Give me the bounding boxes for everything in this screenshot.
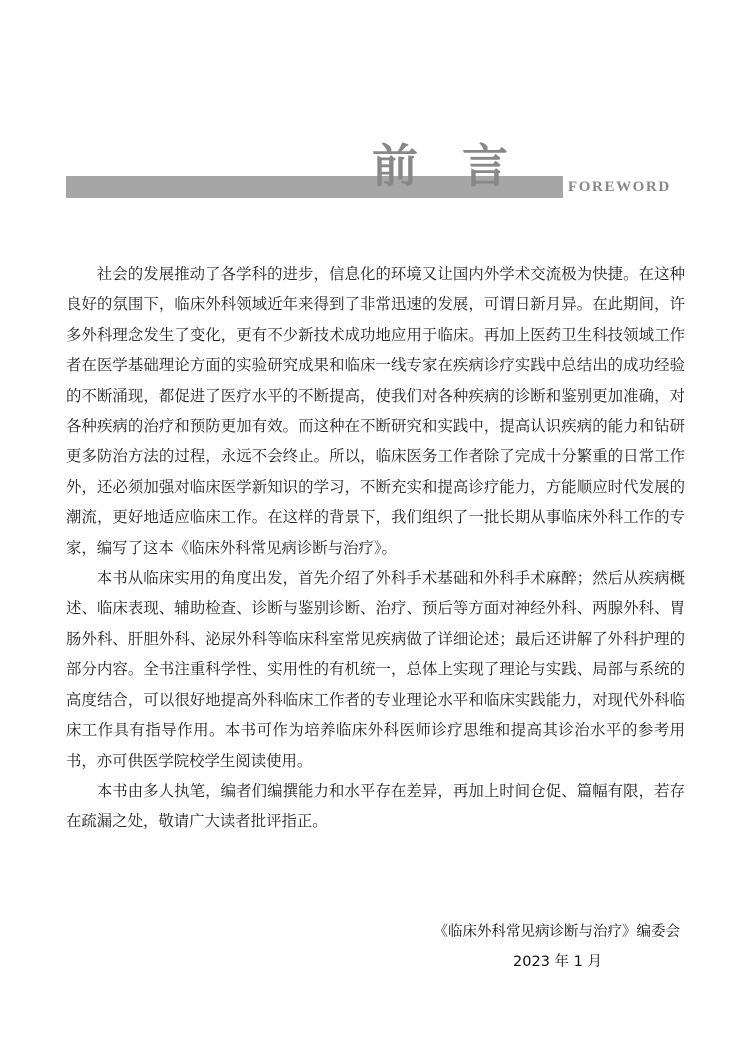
signature-date: 2023 年 1 月 [513, 954, 602, 970]
page-title: 前言 [372, 139, 552, 193]
preface-body [66, 259, 685, 837]
editorial-committee: 《临床外科常见病诊断与治疗》编委会 [433, 924, 680, 940]
paragraph: 社会的发展推动了各学科的进步，信息化的环境又让国内外学术交流极为快捷。在这种良好的氛围下，临床外科领域近年来得到了非常迅速的发展，可谓日新月异。在此期间，许多外科理念发生了变化，更有不少新技术成功地应用于临床。再加上医药卫生科技领域工作者在医学基础理论方面的实验研究成果和临床一线专家在疾病诊疗实践中总结出的成功经验的不断涌现，都促进了医疗水平的不断提高，使我们对各种疾病的诊断和鉴别更加准确，对各种疾病的治疗和预防更加有效。而这种在不断研究和实践中，提高认识疾病的能力和钻研更多防治方法的过程，永远不会终止。所以，临床医务工作者除了完成十分繁重的日常工作外，还必须加强对临床医学新知识的学习，不断充实和提高诊疗能力，方能顺应时代发展的潮流，更好地适应临床工作。在这样的背景下，我们组织了一批长期从事临床外科工作的专家，编写了这本《临床外科常见病诊断与治疗》。 [66, 265, 685, 557]
paragraph: 本书从临床实用的角度出发，首先介绍了外科手术基础和外科手术麻醉；然后从疾病概述、临床表现、辅助检查、诊断与鉴别诊断、治疗、预后等方面对神经外科、两腺外科、胃肠外科、肝胆外科、泌尿外科等临床科室常见疾病做了详细论述；最后还讲解了外科护理的部分内容。全书注重科学性、实用性的有机统一，总体上实现了理论与实践、局部与系统的高度结合，可以很好地提高外科临床工作者的专业理论水平和临床实践能力，对现代外科临床工作具有指导作用。本书可作为培养临床外科医师诊疗思维和提高其诊治水平的参考用书，亦可供医学院校学生阅读使用。 [66, 569, 685, 770]
paragraph: 本书由多人执笔，编者们编撰能力和水平存在差异，再加上时间仓促、篇幅有限，若存在疏漏之处，敬请广大读者批评指正。 [66, 781, 685, 831]
signature-block [390, 917, 680, 977]
page-subtitle: FOREWORD [568, 179, 671, 195]
